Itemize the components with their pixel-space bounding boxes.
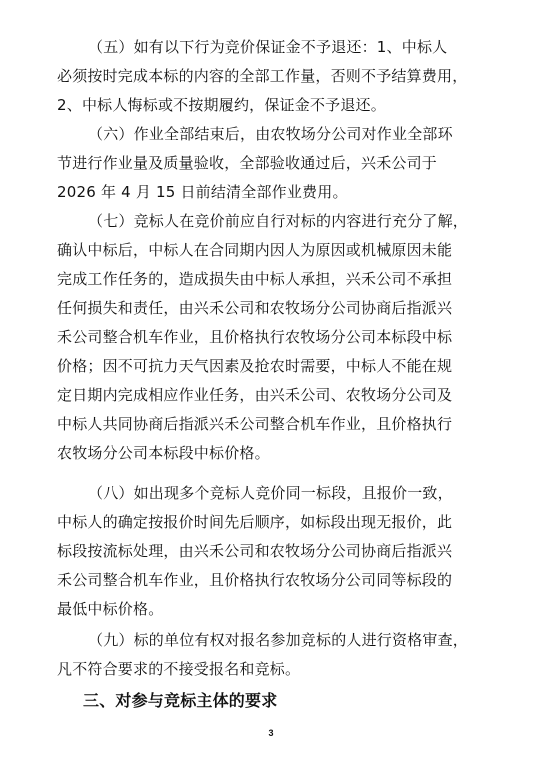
paragraph-8 xyxy=(57,479,487,624)
text-line: 价格；因不可抗力天气因素及抢农时需要，中标人不能在规 xyxy=(57,357,453,375)
text-line: 中标人的确定按报价时间先后顺序，如标段出现无报价，此 xyxy=(57,513,453,531)
text-line: （五）如有以下行为竞价保证金不予退还：1、中标人 xyxy=(88,38,448,56)
text-line: 确认中标后，中标人在合同期内因人为原因或机械原因未能 xyxy=(57,241,453,259)
text-line: 中标人共同协商后指派兴禾公司整合机车作业，且价格执行 xyxy=(57,415,453,433)
text-line: 任何损失和责任，由兴禾公司和农牧场分公司协商后指派兴 xyxy=(57,299,453,317)
section-heading-block xyxy=(57,686,487,715)
text-line: 禾公司整合机车作业，且价格执行农牧场分公司本标段中标 xyxy=(57,328,453,346)
text-line: （七）竞标人在竞价前应自行对标的内容进行充分了解， xyxy=(88,212,469,230)
section-heading: 三、对参与竞标主体的要求 xyxy=(83,691,278,710)
text-line: （九）标的单位有权对报名参加竞标的人进行资格审查， xyxy=(88,631,469,649)
paragraph-7 xyxy=(57,207,487,468)
text-line: （六）作业全部结束后，由农牧场分公司对作业全部环 xyxy=(88,125,453,143)
text-line: 禾公司整合机车作业，且价格执行农牧场分公司同等标段的 xyxy=(57,571,453,589)
text-line: 2026 年 4 月 15 日前结清全部作业费用。 xyxy=(57,183,348,201)
text-line: 凡不符合要求的不接受报名和竞标。 xyxy=(57,660,301,678)
text-line: 农牧场分公司本标段中标价格。 xyxy=(57,444,270,462)
text-line: 完成工作任务的，造成损失由中标人承担，兴禾公司不承担 xyxy=(57,270,453,288)
text-line: 节进行作业量及质量验收，全部验收通过后，兴禾公司于 xyxy=(57,154,438,172)
text-line: 定日期内完成相应作业任务，由兴禾公司、农牧场分公司及 xyxy=(57,386,453,404)
text-line: 必须按时完成本标的内容的全部工作量，否则不予结算费用， xyxy=(57,67,468,85)
paragraph-5 xyxy=(57,33,487,120)
paragraph-6 xyxy=(57,120,487,207)
text-line: 标段按流标处理，由兴禾公司和农牧场分公司协商后指派兴 xyxy=(57,542,453,560)
page-number: 3 xyxy=(268,728,274,738)
text-line: 2、中标人悔标或不按期履约，保证金不予退还。 xyxy=(57,96,386,114)
paragraph-9 xyxy=(57,626,487,684)
text-line: （八）如出现多个竞标人竞价同一标段，且报价一致， xyxy=(88,484,453,502)
text-line: 最低中标价格。 xyxy=(57,600,164,618)
